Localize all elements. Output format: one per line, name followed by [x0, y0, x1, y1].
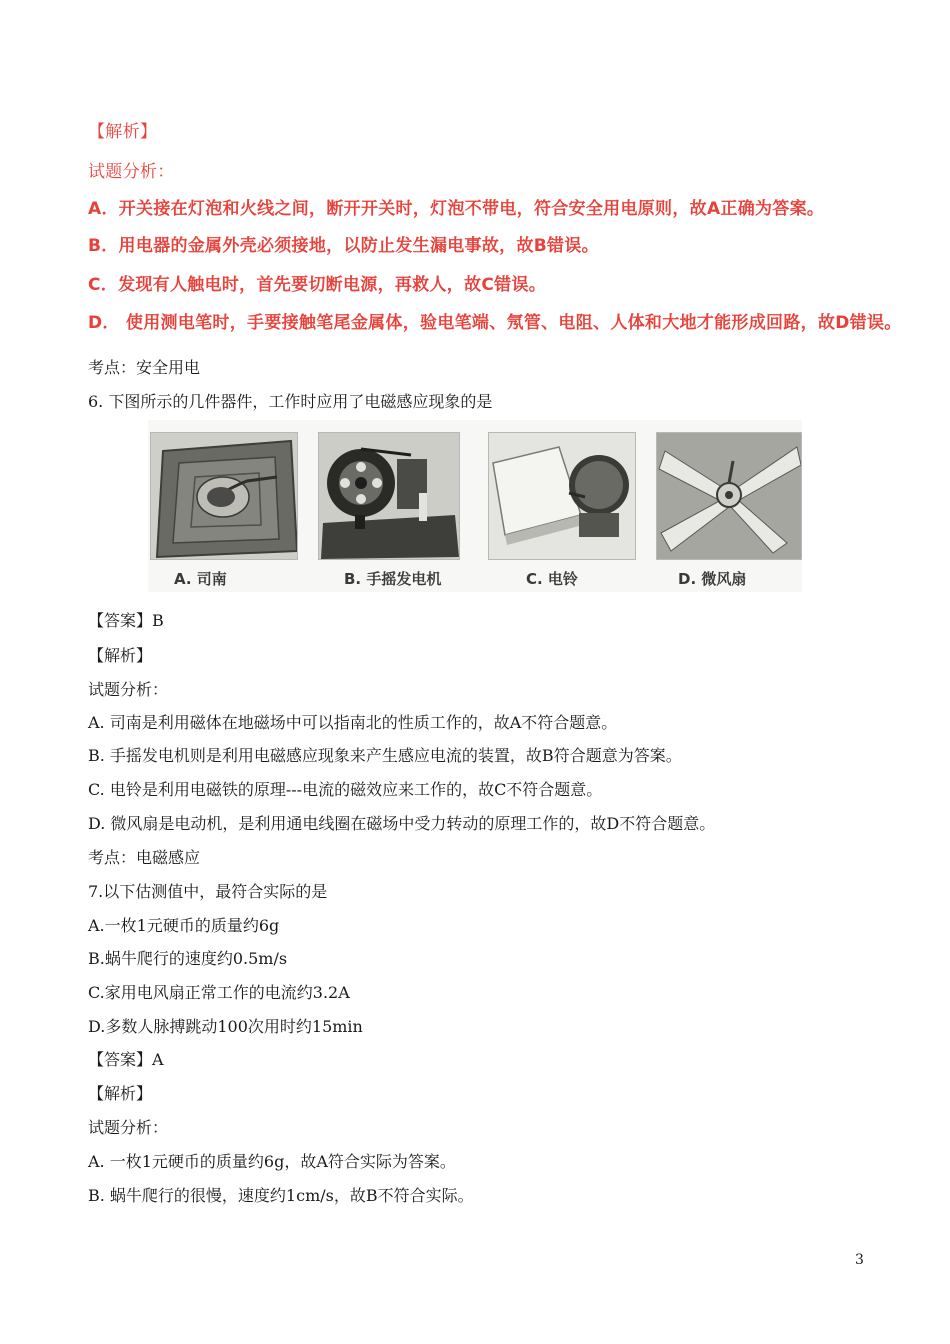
figure-caption-d: D. 微风扇	[678, 570, 747, 588]
q6-answer: 【答案】B	[88, 611, 164, 630]
q7-answer: 【答案】A	[88, 1050, 164, 1069]
q5-kaodian: 考点：安全用电	[88, 358, 201, 377]
q7-option-b: B.蜗牛爬行的速度约0.5m/s	[88, 949, 288, 968]
figure-fan-image	[656, 432, 802, 560]
q6-figure	[148, 420, 802, 592]
q7-analysis-header: 【解析】	[88, 1084, 153, 1103]
q6-analysis-a: A. 司南是利用磁体在地磁场中可以指南北的性质工作的，故A不符合题意。	[88, 713, 618, 732]
page-number: 3	[855, 1252, 864, 1268]
figure-caption-a: A. 司南	[174, 570, 227, 588]
q5-analysis-header: 【解析】	[88, 122, 158, 142]
q7-question: 7.以下估测值中，最符合实际的是	[88, 882, 328, 901]
q7-option-c: C.家用电风扇正常工作的电流约3.2A	[88, 983, 350, 1002]
q5-analysis-c: C．发现有人触电时，首先要切断电源，再救人，故C错误。	[88, 275, 547, 295]
q6-analysis-b: B. 手摇发电机则是利用电磁感应现象来产生感应电流的装置，故B符合题意为答案。	[88, 746, 682, 765]
q6-analysis-sub: 试题分析：	[88, 680, 169, 699]
q6-analysis-c: C. 电铃是利用电磁铁的原理---电流的磁效应来工作的，故C不符合题意。	[88, 780, 603, 799]
q5-analysis-sub: 试题分析：	[88, 162, 175, 182]
q5-analysis-a: A．开关接在灯泡和火线之间，断开开关时，灯泡不带电，符合安全用电原则，故A正确为答案。	[88, 199, 825, 219]
q6-analysis-d: D. 微风扇是电动机，是利用通电线圈在磁场中受力转动的原理工作的，故D不符合题意。	[88, 814, 716, 833]
q5-analysis-d: D． 使用测电笔时，手要接触笔尾金属体，验电笔端、氖管、电阻、人体和大地才能形成回路，故D错误。	[88, 313, 902, 333]
q7-analysis-a: A. 一枚1元硬币的质量约6g，故A符合实际为答案。	[88, 1152, 456, 1171]
q6-question: 6. 下图所示的几件器件，工作时应用了电磁感应现象的是	[88, 392, 493, 411]
q7-analysis-b: B. 蜗牛爬行的很慢，速度约1cm/s，故B不符合实际。	[88, 1186, 474, 1205]
q6-kaodian: 考点：电磁感应	[88, 848, 201, 867]
figure-bell-image	[488, 432, 636, 560]
q7-option-d: D.多数人脉搏跳动100次用时约15min	[88, 1017, 363, 1036]
figure-caption-b: B. 手摇发电机	[344, 570, 442, 588]
q5-analysis-b: B．用电器的金属外壳必须接地，以防止发生漏电事故，故B错误。	[88, 236, 599, 256]
q7-option-a: A.一枚1元硬币的质量约6g	[88, 916, 280, 935]
q7-analysis-sub: 试题分析：	[88, 1118, 169, 1137]
figure-compass-image	[150, 432, 298, 560]
q6-analysis-header: 【解析】	[88, 646, 153, 665]
figure-generator-image	[318, 432, 460, 560]
figure-caption-c: C. 电铃	[526, 570, 578, 588]
